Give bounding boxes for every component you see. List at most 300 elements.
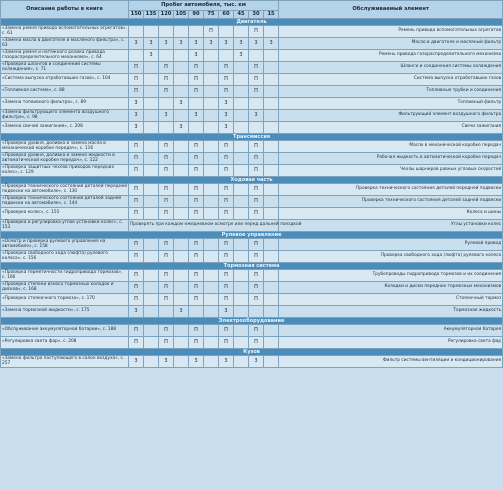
interval-cell: П: [249, 26, 264, 38]
interval-cell: [144, 165, 159, 177]
interval-cell: [144, 208, 159, 220]
interval-cell: П: [129, 325, 144, 337]
serviced-element: Свечи зажигания: [279, 122, 503, 134]
serviced-element: Фильтрующий элемент воздушного фильтра: [279, 110, 503, 122]
interval-cell: П: [129, 251, 144, 263]
interval-cell: П: [129, 337, 144, 349]
interval-cell: [234, 110, 249, 122]
interval-cell: [204, 239, 219, 251]
interval-cell: [204, 74, 219, 86]
interval-cell: [144, 98, 159, 110]
serviced-element: Масло в механической коробке передач: [279, 141, 503, 153]
interval-cell: П: [189, 270, 204, 282]
serviced-element: Рулевой привод: [279, 239, 503, 251]
interval-cell: П: [204, 26, 219, 38]
interval-cell: [144, 141, 159, 153]
interval-cell: 3: [249, 110, 264, 122]
mileage-col-header: 105: [174, 11, 189, 19]
work-description: «Замена фильтра поступающего в салон воздуха», с. 257: [1, 356, 129, 368]
work-description: «Обслуживание аккумуляторной батареи», с. 188: [1, 325, 129, 337]
interval-cell: П: [249, 337, 264, 349]
interval-cell: [159, 306, 174, 318]
interval-cell: 3: [129, 122, 144, 134]
interval-cell: [144, 184, 159, 196]
work-description: «Замена топливного фильтра», с. 89: [1, 98, 129, 110]
table-row: [1, 356, 503, 368]
interval-cell: [264, 337, 279, 349]
interval-cell: [234, 356, 249, 368]
interval-cell: 3: [219, 110, 234, 122]
table-row: [1, 325, 503, 337]
interval-cell: [204, 50, 219, 62]
interval-cell: [264, 98, 279, 110]
tire-note-row: [1, 220, 503, 232]
interval-cell: П: [219, 270, 234, 282]
interval-cell: П: [129, 184, 144, 196]
table-row: [1, 184, 503, 196]
mileage-col-header: 45: [234, 11, 249, 19]
section-title: Двигатель: [1, 19, 503, 26]
work-description: «Проверка свободного хода (люфта) рулевого колеса», с. 156: [1, 251, 129, 263]
section-header: [1, 318, 503, 325]
work-description: «Замена масла в двигателе и масляного фильтра», с. 63: [1, 38, 129, 50]
serviced-element: Проверка технического состояния деталей задней подвески: [279, 196, 503, 208]
mileage-col-header: 60: [219, 11, 234, 19]
table-row: [1, 196, 503, 208]
interval-cell: П: [219, 282, 234, 294]
section-title: Рулевое управление: [1, 232, 503, 239]
interval-cell: [204, 62, 219, 74]
table-row: [1, 50, 503, 62]
interval-cell: [174, 26, 189, 38]
interval-cell: [144, 239, 159, 251]
interval-cell: [234, 98, 249, 110]
interval-cell: 3: [189, 110, 204, 122]
interval-cell: 3: [219, 356, 234, 368]
interval-cell: [264, 153, 279, 165]
interval-cell: [174, 294, 189, 306]
interval-cell: П: [189, 325, 204, 337]
interval-cell: [264, 325, 279, 337]
interval-cell: 3: [174, 122, 189, 134]
interval-cell: П: [159, 251, 174, 263]
interval-cell: П: [249, 270, 264, 282]
interval-cell: [249, 122, 264, 134]
interval-cell: [234, 141, 249, 153]
interval-cell: П: [219, 62, 234, 74]
interval-cell: [204, 337, 219, 349]
interval-cell: [234, 208, 249, 220]
interval-cell: [234, 282, 249, 294]
interval-cell: [144, 153, 159, 165]
interval-cell: П: [249, 141, 264, 153]
table-row: [1, 98, 503, 110]
interval-cell: П: [189, 184, 204, 196]
interval-cell: 3: [174, 98, 189, 110]
work-description: «Замена ремня и натяжного ролика привода газораспределительного механизма», с. 64: [1, 50, 129, 62]
section-header: [1, 349, 503, 356]
interval-cell: [144, 251, 159, 263]
interval-cell: [174, 251, 189, 263]
serviced-element: Топливный фильтр: [279, 98, 503, 110]
interval-cell: 3: [189, 38, 204, 50]
work-description: «Проверка колес», с. 155: [1, 208, 129, 220]
interval-cell: П: [219, 208, 234, 220]
interval-cell: П: [159, 239, 174, 251]
interval-cell: П: [129, 196, 144, 208]
interval-cell: П: [219, 337, 234, 349]
interval-cell: 3: [159, 110, 174, 122]
interval-cell: [264, 239, 279, 251]
interval-cell: П: [219, 165, 234, 177]
mileage-col-header: 90: [189, 11, 204, 19]
serviced-element: Трубопроводы гидропривода тормозов и их соединения: [279, 270, 503, 282]
interval-cell: П: [219, 141, 234, 153]
mileage-col-header: 150: [129, 11, 144, 19]
serviced-element: Колеса и шины: [279, 208, 503, 220]
section-title: Трансмиссия: [1, 134, 503, 141]
interval-cell: [204, 86, 219, 98]
interval-cell: [234, 26, 249, 38]
interval-cell: [219, 26, 234, 38]
table-row: [1, 165, 503, 177]
mileage-header: Пробег автомобиля, тыс. км: [129, 1, 279, 11]
table-row: [1, 153, 503, 165]
table-row: [1, 282, 503, 294]
interval-cell: П: [189, 196, 204, 208]
interval-cell: [264, 50, 279, 62]
interval-cell: [234, 337, 249, 349]
interval-cell: П: [189, 165, 204, 177]
interval-cell: [174, 50, 189, 62]
section-title: Кузов: [1, 349, 503, 356]
serviced-element: Стояночный тормоз: [279, 294, 503, 306]
serviced-element: Фильтр системы вентиляции и кондиционирования: [279, 356, 503, 368]
table-row: [1, 337, 503, 349]
table-row: [1, 208, 503, 220]
work-description: «Регулировка света фар», с. 208: [1, 337, 129, 349]
interval-cell: [174, 239, 189, 251]
interval-cell: [234, 251, 249, 263]
interval-cell: П: [129, 62, 144, 74]
table-row: [1, 122, 503, 134]
work-description: «Проверка уровня, доливка и замена масла в механической коробке передач», с. 116: [1, 141, 129, 153]
interval-cell: [264, 26, 279, 38]
interval-cell: П: [249, 239, 264, 251]
interval-cell: [204, 270, 219, 282]
interval-cell: [264, 196, 279, 208]
interval-cell: [144, 122, 159, 134]
interval-cell: [234, 62, 249, 74]
interval-cell: [159, 98, 174, 110]
interval-cell: [204, 165, 219, 177]
interval-cell: [264, 141, 279, 153]
serviced-element: Чехлы шарниров равных угловых скоростей: [279, 165, 503, 177]
interval-cell: П: [189, 294, 204, 306]
interval-cell: 3: [234, 38, 249, 50]
interval-cell: [174, 270, 189, 282]
interval-cell: [234, 294, 249, 306]
interval-cell: [144, 270, 159, 282]
interval-cell: [129, 50, 144, 62]
interval-cell: П: [219, 294, 234, 306]
mileage-col-header: 120: [159, 11, 174, 19]
interval-cell: [264, 306, 279, 318]
interval-cell: П: [159, 282, 174, 294]
interval-cell: [234, 306, 249, 318]
interval-cell: П: [189, 239, 204, 251]
interval-cell: П: [249, 184, 264, 196]
work-description: «Проверка защитных чехлов приводов передних колес», с. 129: [1, 165, 129, 177]
serviced-element: Проверка технического состояния деталей передней подвески: [279, 184, 503, 196]
interval-cell: [204, 306, 219, 318]
interval-cell: [174, 153, 189, 165]
section-header: [1, 232, 503, 239]
interval-cell: П: [189, 337, 204, 349]
interval-cell: [219, 50, 234, 62]
interval-cell: П: [249, 62, 264, 74]
interval-cell: П: [159, 325, 174, 337]
mileage-col-header: 75: [204, 11, 219, 19]
interval-cell: [144, 26, 159, 38]
interval-cell: [204, 141, 219, 153]
interval-cell: [204, 153, 219, 165]
interval-cell: [174, 196, 189, 208]
interval-cell: [189, 306, 204, 318]
interval-cell: 3: [249, 356, 264, 368]
interval-cell: П: [159, 165, 174, 177]
interval-cell: 3: [159, 38, 174, 50]
section-header: [1, 263, 503, 270]
table-row: [1, 270, 503, 282]
interval-cell: П: [129, 270, 144, 282]
interval-cell: 3: [129, 356, 144, 368]
interval-cell: [234, 74, 249, 86]
tire-note-text: Проверять при каждом ежедневном осмотре или перед дальней поездкой: [129, 220, 279, 232]
interval-cell: П: [129, 165, 144, 177]
interval-cell: [174, 356, 189, 368]
interval-cell: [174, 62, 189, 74]
interval-cell: [234, 122, 249, 134]
interval-cell: [264, 356, 279, 368]
table-row: [1, 26, 503, 38]
serviced-element: Ремень привода газораспределительного механизма: [279, 50, 503, 62]
interval-cell: 3: [249, 38, 264, 50]
interval-cell: 3: [219, 38, 234, 50]
interval-cell: [264, 165, 279, 177]
interval-cell: П: [189, 282, 204, 294]
interval-cell: П: [159, 196, 174, 208]
interval-cell: [174, 337, 189, 349]
interval-cell: П: [249, 153, 264, 165]
interval-cell: 3: [129, 98, 144, 110]
interval-cell: [204, 325, 219, 337]
interval-cell: П: [129, 208, 144, 220]
interval-cell: [264, 251, 279, 263]
mileage-col-header: 135: [144, 11, 159, 19]
interval-cell: П: [249, 325, 264, 337]
interval-cell: [144, 294, 159, 306]
interval-cell: П: [219, 239, 234, 251]
interval-cell: [174, 86, 189, 98]
interval-cell: 3: [204, 38, 219, 50]
interval-cell: [264, 282, 279, 294]
interval-cell: 3: [174, 38, 189, 50]
interval-cell: П: [159, 62, 174, 74]
table-row: [1, 251, 503, 263]
interval-cell: П: [219, 153, 234, 165]
work-description: «Проверка технического состояния деталей передней подвески на автомобиле», с. 130: [2, 183, 127, 194]
tire-note-element: Углы установки колес: [279, 220, 503, 232]
tire-note-description: «Проверка и регулировка углов установки колес», с. 153: [1, 220, 129, 232]
serviced-element: Колодки и диски передних тормозных механизмов: [279, 282, 503, 294]
interval-cell: [264, 110, 279, 122]
interval-cell: 3: [129, 38, 144, 50]
interval-cell: П: [249, 251, 264, 263]
interval-cell: П: [129, 282, 144, 294]
interval-cell: П: [159, 294, 174, 306]
interval-cell: [174, 74, 189, 86]
description-header: Описание работы в книге: [1, 1, 129, 19]
work-description: «Проверка уровня, доливка и замена жидкости в автоматической коробке передач», с. 122: [1, 153, 129, 165]
interval-cell: П: [159, 208, 174, 220]
interval-cell: [234, 86, 249, 98]
interval-cell: [144, 110, 159, 122]
interval-cell: П: [219, 184, 234, 196]
section-header: [1, 134, 503, 141]
interval-cell: [174, 208, 189, 220]
serviced-element: Масло в двигателе и масляный фильтр: [279, 38, 503, 50]
table-row: [1, 110, 503, 122]
interval-cell: П: [129, 141, 144, 153]
interval-cell: [204, 251, 219, 263]
interval-cell: П: [219, 196, 234, 208]
interval-cell: П: [189, 62, 204, 74]
mileage-col-header: 15: [264, 11, 279, 19]
interval-cell: [204, 208, 219, 220]
serviced-element: Регулировка света фар: [279, 337, 503, 349]
work-description: «Замена тормозной жидкости», с. 175: [1, 306, 129, 318]
work-description: «Замена ремня привода вспомогательных агрегатов», с. 61: [2, 25, 127, 36]
interval-cell: [204, 110, 219, 122]
table-row: [1, 62, 503, 74]
interval-cell: П: [129, 294, 144, 306]
interval-cell: П: [249, 165, 264, 177]
interval-cell: [144, 325, 159, 337]
interval-cell: [204, 98, 219, 110]
interval-cell: [204, 294, 219, 306]
serviced-element: Система выпуска отработавших газов: [279, 74, 503, 86]
interval-cell: [204, 196, 219, 208]
interval-cell: [144, 74, 159, 86]
interval-cell: 3: [264, 38, 279, 50]
interval-cell: [234, 325, 249, 337]
table-row: [1, 38, 503, 50]
interval-cell: П: [249, 74, 264, 86]
interval-cell: П: [219, 325, 234, 337]
interval-cell: [234, 239, 249, 251]
interval-cell: П: [219, 74, 234, 86]
interval-cell: П: [249, 196, 264, 208]
interval-cell: [174, 141, 189, 153]
interval-cell: 3: [219, 122, 234, 134]
interval-cell: [204, 282, 219, 294]
table-row: [1, 86, 503, 98]
section-header: [1, 19, 503, 26]
interval-cell: П: [159, 270, 174, 282]
section-title: Ходовая часть: [1, 177, 503, 184]
work-description: «Замена фильтрующего элемента воздушного фильтра», с. 98: [1, 110, 129, 122]
table-row: [1, 306, 503, 318]
interval-cell: [204, 356, 219, 368]
interval-cell: П: [159, 184, 174, 196]
interval-cell: [159, 26, 174, 38]
interval-cell: П: [249, 294, 264, 306]
table-row: [1, 239, 503, 251]
interval-cell: [249, 306, 264, 318]
interval-cell: П: [159, 337, 174, 349]
work-description: «Топливная система», с. 88: [1, 86, 129, 98]
interval-cell: [174, 165, 189, 177]
interval-cell: [129, 26, 144, 38]
interval-cell: [264, 208, 279, 220]
interval-cell: П: [129, 239, 144, 251]
interval-cell: П: [129, 86, 144, 98]
interval-cell: [174, 184, 189, 196]
interval-cell: [264, 62, 279, 74]
interval-cell: П: [189, 74, 204, 86]
table-row: [1, 294, 503, 306]
interval-cell: П: [219, 251, 234, 263]
interval-cell: [144, 337, 159, 349]
interval-cell: П: [249, 282, 264, 294]
mileage-col-header: 30: [249, 11, 264, 19]
interval-cell: [264, 86, 279, 98]
interval-cell: 3: [129, 110, 144, 122]
interval-cell: [234, 196, 249, 208]
serviced-element: Ремень привода вспомогательных агрегатов: [279, 26, 503, 38]
interval-cell: П: [189, 208, 204, 220]
interval-cell: П: [189, 86, 204, 98]
interval-cell: 3: [189, 50, 204, 62]
interval-cell: [204, 184, 219, 196]
interval-cell: [189, 98, 204, 110]
interval-cell: 3: [144, 38, 159, 50]
interval-cell: 3: [159, 356, 174, 368]
work-description: «Система выпуска отработавших газов», с. 104: [1, 74, 129, 86]
interval-cell: [144, 306, 159, 318]
interval-cell: П: [129, 74, 144, 86]
interval-cell: [204, 122, 219, 134]
serviced-element: Шланги и соединения системы охлаждения: [279, 62, 503, 74]
interval-cell: П: [189, 251, 204, 263]
element-header: Обслуживаемый элемент: [279, 1, 503, 19]
interval-cell: [144, 196, 159, 208]
section-header: [1, 177, 503, 184]
interval-cell: [249, 98, 264, 110]
serviced-element: Проверка свободного хода (люфта) рулевого колеса: [279, 251, 503, 263]
interval-cell: [174, 282, 189, 294]
interval-cell: [264, 74, 279, 86]
interval-cell: [189, 122, 204, 134]
interval-cell: П: [159, 153, 174, 165]
interval-cell: П: [189, 153, 204, 165]
interval-cell: П: [159, 141, 174, 153]
work-description: «Проверка стояночного тормоза», с. 170: [1, 294, 129, 306]
interval-cell: [234, 153, 249, 165]
interval-cell: [144, 62, 159, 74]
interval-cell: [174, 110, 189, 122]
